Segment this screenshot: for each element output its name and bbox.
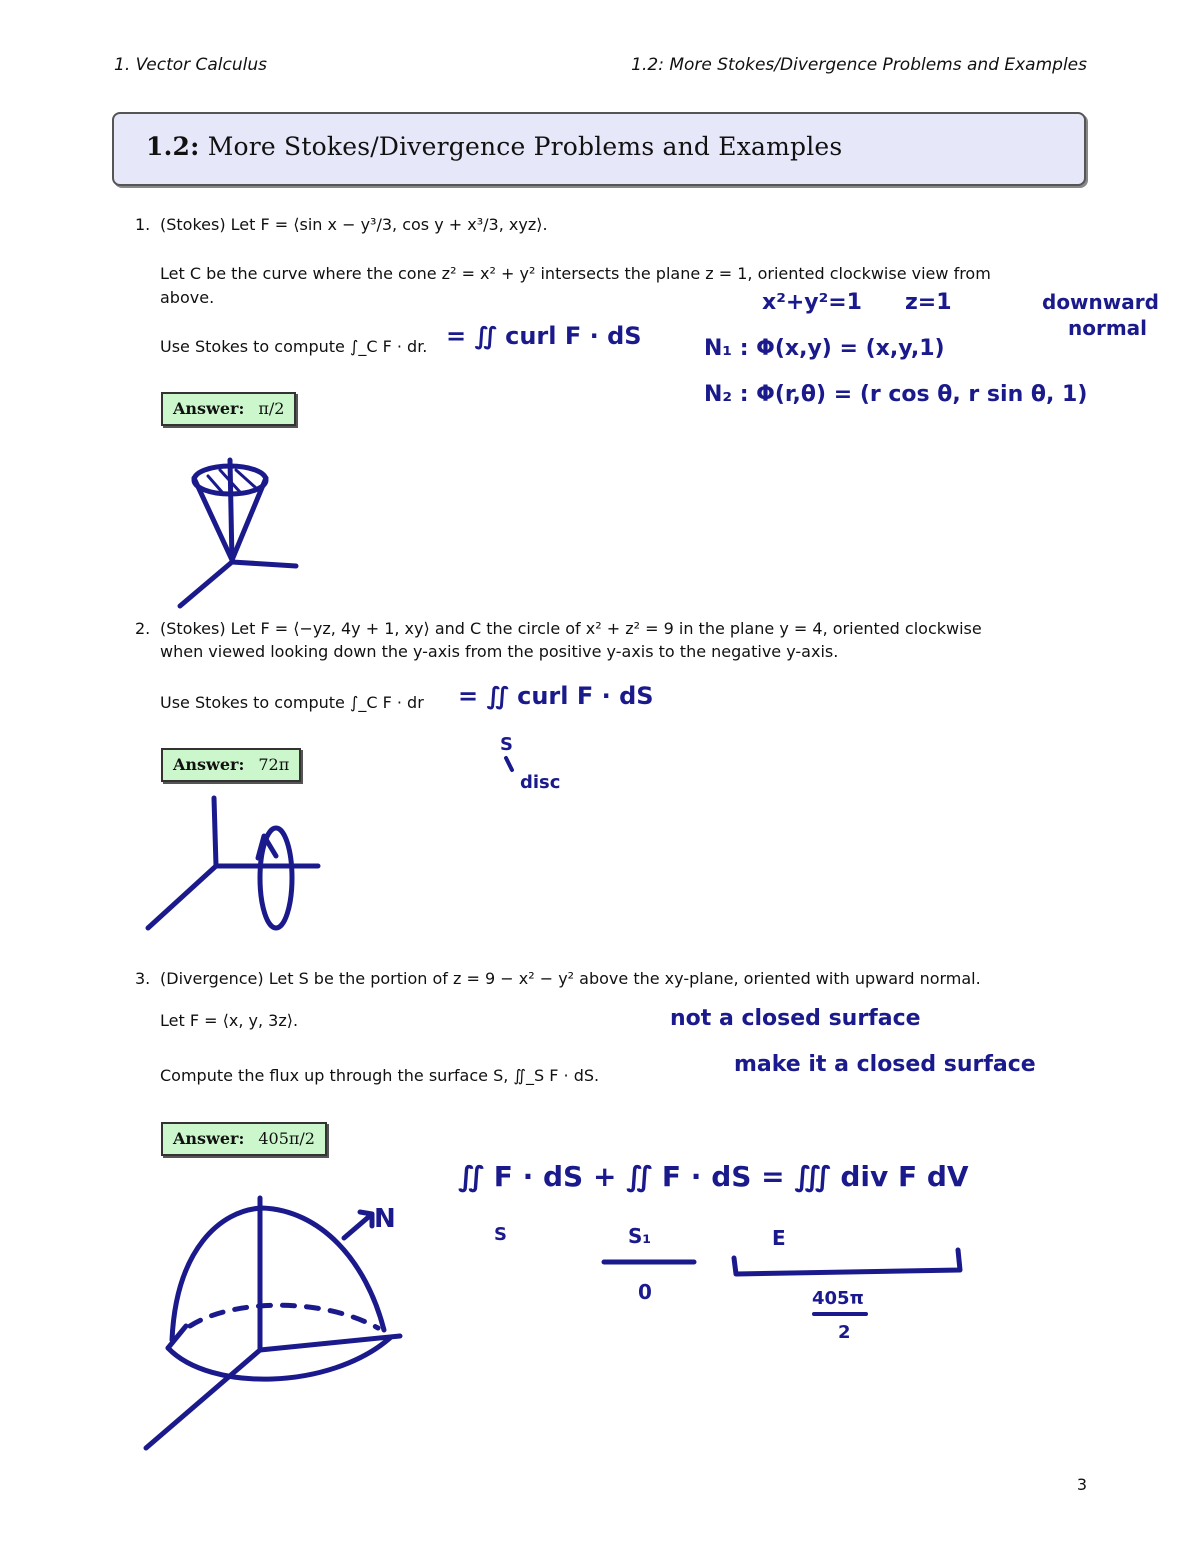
hw-p3-result-den: 2 [838,1322,851,1343]
hw-p3-s1: S₁ [628,1224,652,1248]
paraboloid-sketch [146,1198,400,1448]
running-header-left: 1. Vector Calculus [114,55,268,75]
problem-1-curve-text: Let C be the curve where the cone z² = x² + y² intersects the plane z = 1, oriented clockwise view from [160,264,991,283]
hw-p3-zero: 0 [638,1280,652,1304]
hw-p3-s: S [494,1224,507,1245]
hw-p2-s: S [500,734,513,755]
hw-p3-result-num: 405π [812,1288,864,1309]
hw-p3-divergence-eq: ∬ F · dS + ∬ F · dS = ∭ div F dV [458,1160,969,1193]
hw-p1-n2: N₂ : Φ(r,θ) = (r cos θ, r sin θ, 1) [704,382,1088,407]
hw-p1-normal: normal [1068,316,1148,340]
hw-p1-downward: downward [1042,290,1159,314]
hw-p1-circle: x²+y²=1 [762,290,862,315]
answer-label: Answer: [173,1129,245,1148]
running-header-right: 1.2: More Stokes/Divergence Problems and Examples [631,55,1087,75]
hw-p3-note-make-closed: make it a closed surface [734,1052,1036,1077]
cone-sketch [180,460,296,606]
hw-p3-note-not-closed: not a closed surface [670,1006,921,1031]
hw-p1-plane: z=1 [905,290,952,315]
problem-2-statement: (Stokes) Let F = ⟨−yz, 4y + 1, xy⟩ and C the circle of x² + z² = 9 in the plane y = 4, oriented clockwise [160,619,982,638]
problem-2-number: 2. [135,619,151,638]
answer-value: 72π [258,755,290,774]
problem-3-task: Compute the flux up through the surface S, ∬_S F · dS. [160,1066,600,1085]
answer-label: Answer: [173,755,245,774]
problem-3-number: 3. [135,969,151,988]
problem-1-statement: (Stokes) Let F = ⟨sin x − y³/3, cos y + x³/3, xyz⟩. [160,215,548,234]
answer-value: π/2 [258,399,285,418]
problem-1-task: Use Stokes to compute ∫_C F · dr. [160,337,428,356]
hw-p2-disc: disc [520,772,561,793]
page-number: 3 [1076,1475,1087,1494]
problem-1-curve-text-cont: above. [160,288,215,307]
problem-3-field: Let F = ⟨x, y, 3z⟩. [160,1011,299,1030]
problem-1-number: 1. [135,215,151,234]
circle-sketch [148,798,318,928]
problem-3-statement: (Divergence) Let S be the portion of z = 9 − x² − y² above the xy-plane, oriented with upward normal. [160,969,981,988]
answer-label: Answer: [173,399,245,418]
problem-2-task: Use Stokes to compute ∫_C F · dr [160,693,424,712]
hw-p2-stokes-eq: = ∬ curl F · dS [458,682,654,710]
hw-p1-n1: N₁ : Φ(x,y) = (x,y,1) [704,336,945,361]
hw-p1-stokes-eq: = ∬ curl F · dS [446,322,642,350]
section-number: 1.2: [146,132,200,161]
underbrace-e [734,1250,960,1274]
hw-p3-normal-n: N [374,1204,396,1234]
answer-value: 405π/2 [258,1129,315,1148]
section-title-text: More Stokes/Divergence Problems and Examples [207,132,843,161]
problem-2-statement-cont: when viewed looking down the y-axis from the positive y-axis to the negative y-axis. [160,642,839,661]
hw-p3-e: E [772,1226,786,1250]
